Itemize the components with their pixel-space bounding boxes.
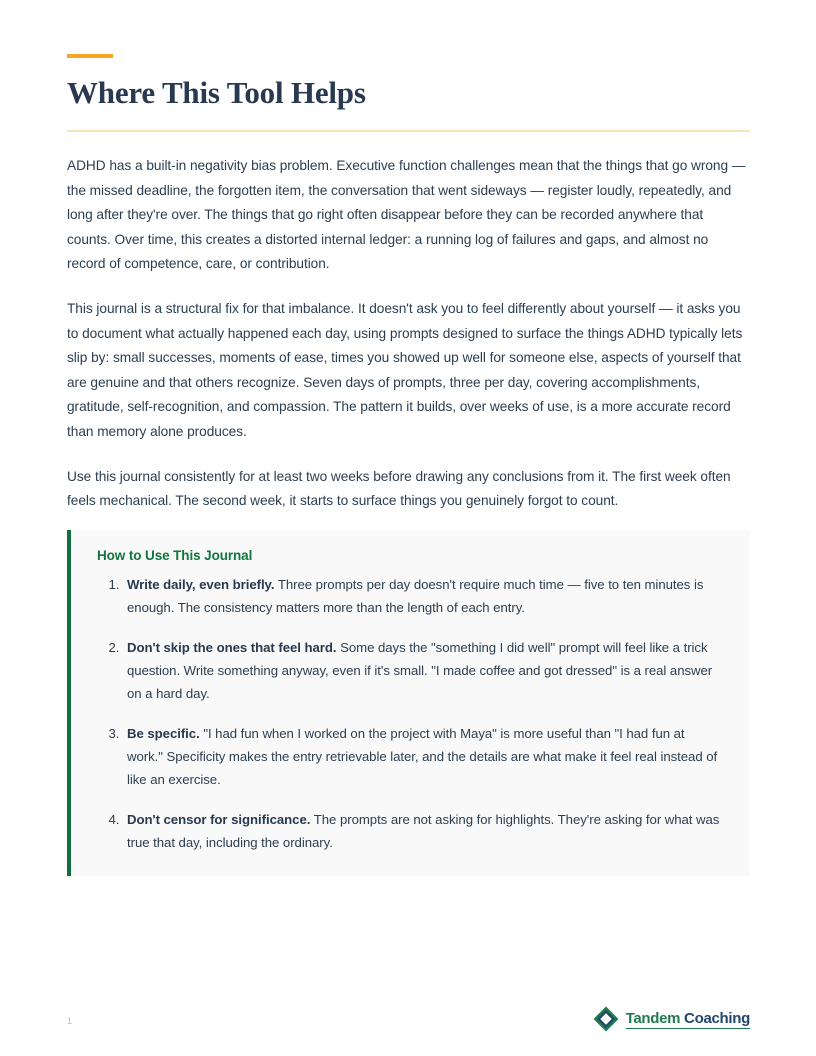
callout-instruction-list [97,573,724,854]
list-item [123,573,724,619]
list-item-lead: Be specific. [127,726,200,741]
list-item [123,636,724,705]
list-item-text: Three prompts per day doesn't require much time — five to ten minutes is enough. The consistency matters more than the length of each entry. [127,577,704,615]
body-paragraph-1: ADHD has a built-in negativity bias problem. Executive function challenges mean that the things that go wrong — the missed deadline, the forgotten item, the conversation that went sideways — register loudly, repeatedly, and long after they're over. The things that go right often disappear before they can be recorded anywhere that counts. Over time, this creates a distorted internal ledger: a running log of failures and gaps, and almost no record of competence, care, or contribution. [67,158,746,272]
page-title: Where This Tool Helps [67,75,366,110]
logo-wordmark [626,1010,750,1029]
page-footer [0,994,816,1034]
title-divider-rule [67,130,750,132]
list-item [123,722,724,791]
how-to-use-callout [67,530,750,876]
list-item-lead: Write daily, even briefly. [127,577,275,592]
logo-word-coaching: Coaching [680,1009,750,1027]
list-item [123,808,724,854]
list-item-lead: Don't censor for significance. [127,812,311,827]
list-item-text: "I had fun when I worked on the project with Maya" is more useful than "I had fun at work." Specificity makes the entry retrievable later, and the details are what make it feel real instead of like an exercise. [127,726,718,787]
body-paragraph-3: Use this journal consistently for at least two weeks before drawing any conclusions from it. The first week often feels mechanical. The second week, it starts to surface things you genuinely forgot to count. [67,468,731,509]
page-number: 1 [67,1016,73,1026]
list-item-lead: Don't skip the ones that feel hard. [127,640,337,655]
list-item-text: Some days the "something I did well" prompt will feel like a trick question. Write something anyway, even if it's small. "I made coffee and got dressed" is a real answer on a hard day. [127,640,713,701]
document-content [67,54,750,514]
body-paragraph-2: This journal is a structural fix for that imbalance. It doesn't ask you to feel differently about yourself — it asks you to document what actually happened each day, using prompts designed to surface the things ADHD typically lets slip by: small successes, moments of ease, times you showed up well for someone else, aspects of yourself that are genuine and that others recognize. Seven days of prompts, three per day, covering accomplishments, gratitude, self-recognition, and compassion. The pattern it builds, over weeks of use, is a more accurate record than memory alone produces. [67,301,743,440]
callout-title: How to Use This Journal [97,548,253,563]
diamond-logo-icon [593,1006,619,1032]
tandem-coaching-logo [593,1006,750,1032]
logo-word-tandem: Tandem [625,1009,681,1027]
list-item-text: The prompts are not asking for highlights. They're asking for what was true that day, including the ordinary. [127,812,720,850]
orange-accent-bar [67,54,113,58]
